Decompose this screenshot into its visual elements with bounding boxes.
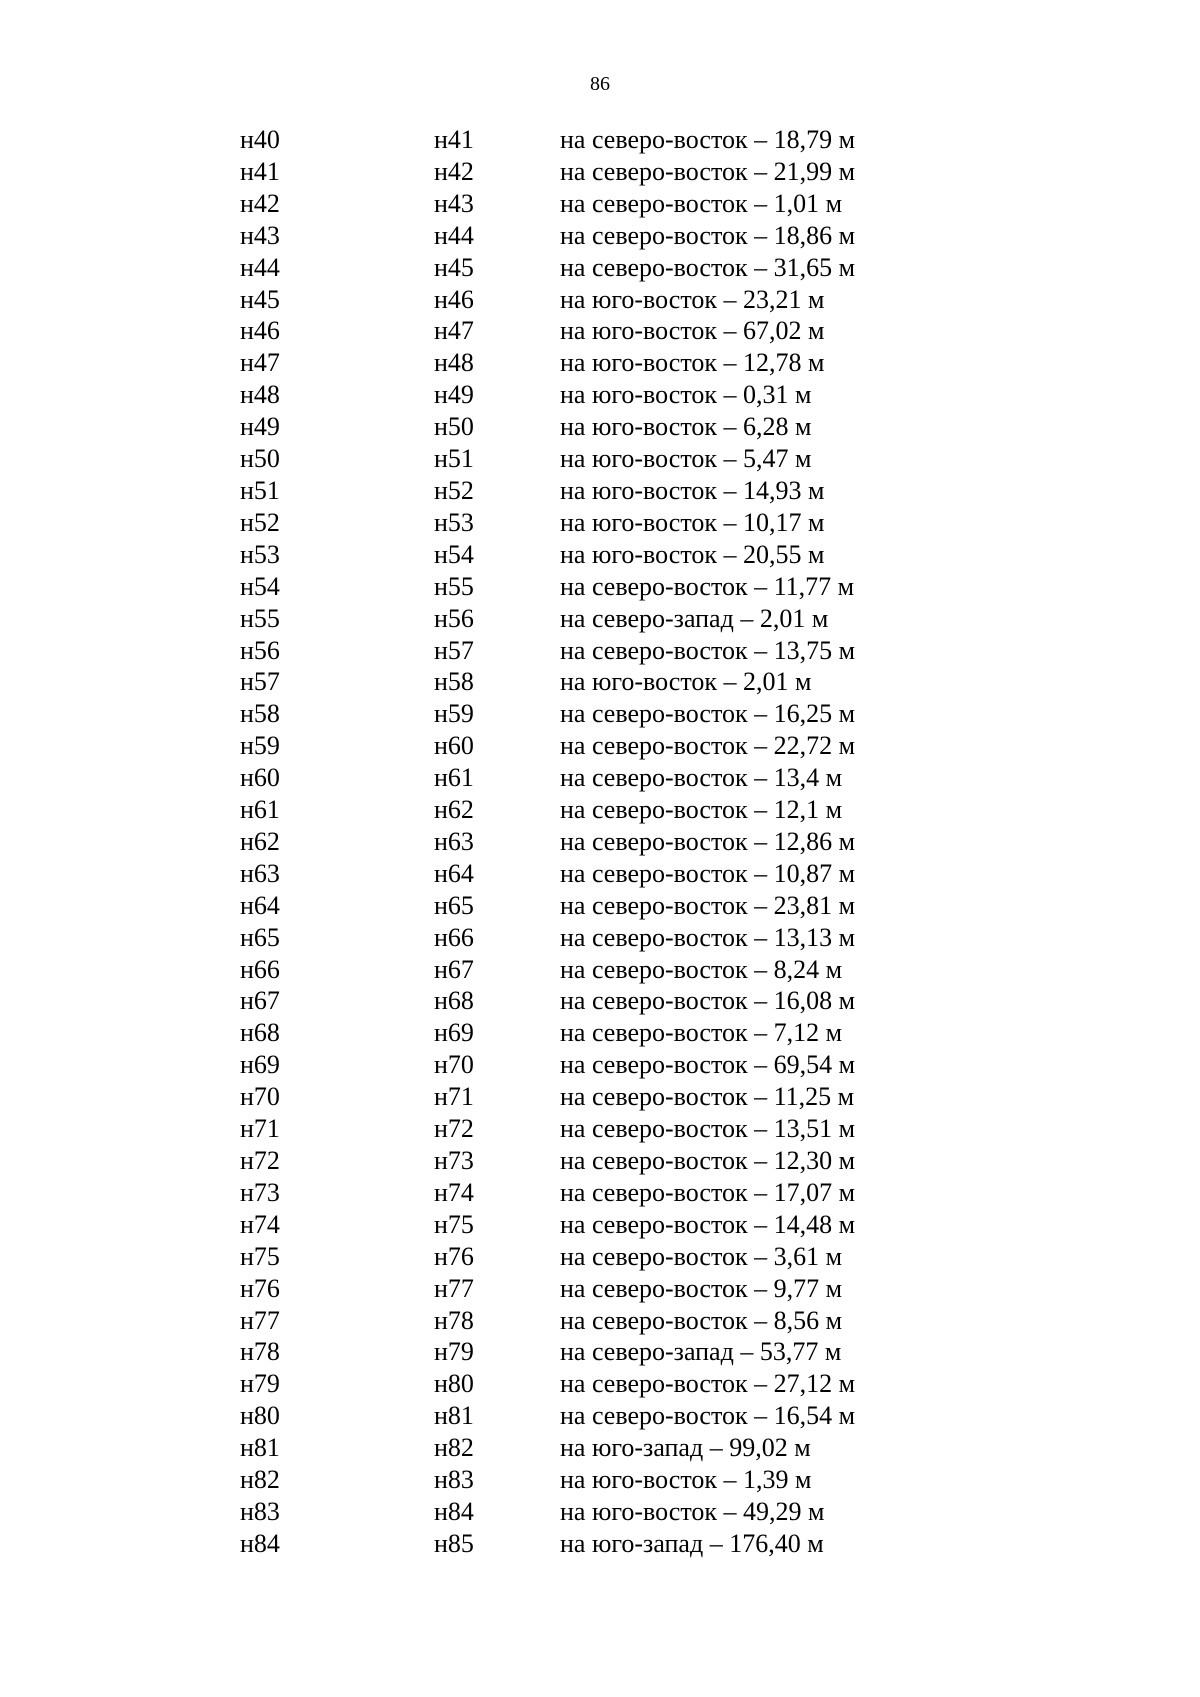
point-from: н63 xyxy=(240,858,280,888)
point-from: н68 xyxy=(240,1018,280,1048)
direction-distance: на юго-восток – 10,17 м xyxy=(560,507,825,537)
point-from: н45 xyxy=(240,284,280,314)
point-from: н69 xyxy=(240,1050,280,1080)
direction-distance: на северо-восток – 16,54 м xyxy=(560,1401,856,1431)
table-row xyxy=(240,1177,940,1209)
point-to: н79 xyxy=(434,1337,474,1367)
table-row xyxy=(240,1432,940,1464)
point-from: н55 xyxy=(240,603,280,633)
point-from: н79 xyxy=(240,1369,280,1399)
point-to: н50 xyxy=(434,412,474,442)
direction-distance: на северо-восток – 12,30 м xyxy=(560,1146,856,1175)
direction-distance: на северо-восток – 8,24 м xyxy=(560,954,843,984)
direction-distance: на северо-восток – 18,86 м xyxy=(560,220,856,250)
point-from: н42 xyxy=(240,188,280,218)
direction-distance: на юго-восток – 14,93 м xyxy=(560,475,825,505)
point-from: н75 xyxy=(240,1241,280,1271)
table-row xyxy=(240,698,940,730)
direction-distance: на северо-восток – 13,75 м xyxy=(560,635,856,665)
point-to: н47 xyxy=(434,316,474,346)
point-to: н63 xyxy=(434,826,474,856)
point-to: н82 xyxy=(434,1433,474,1463)
boundary-table xyxy=(240,124,940,1560)
direction-distance: на северо-восток – 13,4 м xyxy=(560,763,843,793)
direction-distance: на северо-восток – 1,01 м xyxy=(560,188,843,218)
point-from: н61 xyxy=(240,795,280,825)
point-to: н43 xyxy=(434,188,474,218)
table-row xyxy=(240,1113,940,1145)
table-row xyxy=(240,1081,940,1113)
point-to: н67 xyxy=(434,954,474,984)
table-row xyxy=(240,985,940,1017)
direction-distance: на юго-восток – 2,01 м xyxy=(560,667,812,697)
direction-distance: на северо-восток – 18,79 м xyxy=(560,125,856,154)
direction-distance: на северо-восток – 21,99 м xyxy=(560,156,856,186)
point-from: н54 xyxy=(240,571,280,601)
point-to: н62 xyxy=(434,795,474,825)
point-to: н57 xyxy=(434,635,474,665)
point-to: н61 xyxy=(434,763,474,793)
point-from: н73 xyxy=(240,1177,280,1207)
point-to: н53 xyxy=(434,507,474,537)
table-row xyxy=(240,571,940,603)
direction-distance: на юго-восток – 49,29 м xyxy=(560,1496,825,1526)
point-to: н69 xyxy=(434,1018,474,1048)
point-from: н64 xyxy=(240,890,280,920)
table-row xyxy=(240,954,940,986)
point-to: н73 xyxy=(434,1146,474,1175)
point-to: н42 xyxy=(434,156,474,186)
direction-distance: на юго-запад – 99,02 м xyxy=(560,1433,811,1463)
direction-distance: на юго-восток – 67,02 м xyxy=(560,316,825,346)
table-row xyxy=(240,1400,940,1432)
point-from: н52 xyxy=(240,507,280,537)
point-from: н49 xyxy=(240,412,280,442)
direction-distance: на северо-восток – 9,77 м xyxy=(560,1273,843,1303)
table-row xyxy=(240,379,940,411)
table-row xyxy=(240,1305,940,1337)
point-to: н58 xyxy=(434,667,474,697)
direction-distance: на юго-восток – 6,28 м xyxy=(560,412,812,442)
point-to: н85 xyxy=(434,1528,474,1558)
point-from: н77 xyxy=(240,1305,280,1335)
direction-distance: на северо-восток – 11,77 м xyxy=(560,571,855,601)
point-to: н49 xyxy=(434,380,474,410)
table-row xyxy=(240,188,940,220)
boundary-table-body xyxy=(240,124,940,1560)
table-row xyxy=(240,922,940,954)
direction-distance: на северо-восток – 17,07 м xyxy=(560,1177,856,1207)
table-row xyxy=(240,666,940,698)
table-row xyxy=(240,507,940,539)
direction-distance: на северо-восток – 14,48 м xyxy=(560,1209,856,1239)
point-to: н81 xyxy=(434,1401,474,1431)
point-from: н51 xyxy=(240,475,280,505)
table-row xyxy=(240,1049,940,1081)
point-to: н80 xyxy=(434,1369,474,1399)
point-to: н46 xyxy=(434,284,474,314)
point-to: н48 xyxy=(434,348,474,378)
direction-distance: на северо-запад – 2,01 м xyxy=(560,603,829,633)
point-from: н80 xyxy=(240,1401,280,1431)
table-row xyxy=(240,1336,940,1368)
table-row xyxy=(240,1241,940,1273)
point-from: н67 xyxy=(240,986,280,1016)
point-to: н60 xyxy=(434,731,474,761)
point-to: н68 xyxy=(434,986,474,1016)
point-from: н74 xyxy=(240,1209,280,1239)
direction-distance: на северо-восток – 13,51 м xyxy=(560,1114,856,1144)
direction-distance: на северо-восток – 16,25 м xyxy=(560,699,856,729)
point-to: н72 xyxy=(434,1114,474,1144)
table-row xyxy=(240,220,940,252)
point-from: н60 xyxy=(240,763,280,793)
table-row xyxy=(240,411,940,443)
direction-distance: на юго-восток – 23,21 м xyxy=(560,284,825,314)
direction-distance: на юго-восток – 1,39 м xyxy=(560,1465,812,1495)
direction-distance: на северо-восток – 16,08 м xyxy=(560,986,856,1016)
table-row xyxy=(240,156,940,188)
direction-distance: на северо-восток – 3,61 м xyxy=(560,1241,843,1271)
table-row xyxy=(240,124,940,156)
point-from: н59 xyxy=(240,731,280,761)
point-to: н74 xyxy=(434,1177,474,1207)
table-row xyxy=(240,794,940,826)
point-to: н59 xyxy=(434,699,474,729)
direction-distance: на северо-восток – 11,25 м xyxy=(560,1082,855,1112)
point-from: н44 xyxy=(240,252,280,282)
point-from: н82 xyxy=(240,1465,280,1495)
table-row xyxy=(240,1209,940,1241)
point-from: н78 xyxy=(240,1337,280,1367)
point-from: н83 xyxy=(240,1496,280,1526)
point-to: н41 xyxy=(434,125,474,154)
table-row xyxy=(240,762,940,794)
table-row xyxy=(240,1017,940,1049)
point-from: н48 xyxy=(240,380,280,410)
point-from: н62 xyxy=(240,826,280,856)
point-to: н84 xyxy=(434,1496,474,1526)
point-from: н47 xyxy=(240,348,280,378)
point-to: н66 xyxy=(434,922,474,952)
point-from: н72 xyxy=(240,1146,280,1175)
point-to: н77 xyxy=(434,1273,474,1303)
direction-distance: на юго-восток – 5,47 м xyxy=(560,444,812,474)
point-to: н65 xyxy=(434,890,474,920)
direction-distance: на северо-восток – 31,65 м xyxy=(560,252,856,282)
point-from: н58 xyxy=(240,699,280,729)
point-from: н43 xyxy=(240,220,280,250)
point-to: н45 xyxy=(434,252,474,282)
point-from: н46 xyxy=(240,316,280,346)
table-row xyxy=(240,284,940,316)
direction-distance: на северо-восток – 13,13 м xyxy=(560,922,856,952)
direction-distance: на северо-восток – 27,12 м xyxy=(560,1369,856,1399)
point-from: н84 xyxy=(240,1528,280,1558)
table-row xyxy=(240,603,940,635)
table-row xyxy=(240,315,940,347)
table-row xyxy=(240,1368,940,1400)
point-to: н44 xyxy=(434,220,474,250)
point-to: н52 xyxy=(434,475,474,505)
direction-distance: на северо-восток – 10,87 м xyxy=(560,858,856,888)
point-from: н56 xyxy=(240,635,280,665)
table-row xyxy=(240,890,940,922)
point-from: н70 xyxy=(240,1082,280,1112)
point-from: н57 xyxy=(240,667,280,697)
point-to: н70 xyxy=(434,1050,474,1080)
point-to: н78 xyxy=(434,1305,474,1335)
table-row xyxy=(240,1528,940,1560)
point-from: н71 xyxy=(240,1114,280,1144)
table-row xyxy=(240,443,940,475)
table-row xyxy=(240,826,940,858)
direction-distance: на юго-запад – 176,40 м xyxy=(560,1528,824,1558)
point-to: н51 xyxy=(434,444,474,474)
direction-distance: на юго-восток – 12,78 м xyxy=(560,348,825,378)
point-to: н64 xyxy=(434,858,474,888)
table-row xyxy=(240,635,940,667)
point-to: н71 xyxy=(434,1082,474,1112)
table-row xyxy=(240,858,940,890)
point-to: н76 xyxy=(434,1241,474,1271)
direction-distance: на северо-восток – 12,1 м xyxy=(560,795,843,825)
direction-distance: на северо-восток – 22,72 м xyxy=(560,731,856,761)
point-from: н53 xyxy=(240,539,280,569)
table-row xyxy=(240,1273,940,1305)
point-from: н65 xyxy=(240,922,280,952)
point-from: н50 xyxy=(240,444,280,474)
direction-distance: на северо-восток – 7,12 м xyxy=(560,1018,843,1048)
point-to: н83 xyxy=(434,1465,474,1495)
table-row xyxy=(240,730,940,762)
direction-distance: на юго-восток – 20,55 м xyxy=(560,539,825,569)
table-row xyxy=(240,1145,940,1177)
point-to: н75 xyxy=(434,1209,474,1239)
direction-distance: на северо-восток – 8,56 м xyxy=(560,1305,843,1335)
direction-distance: на северо-восток – 12,86 м xyxy=(560,826,856,856)
point-from: н76 xyxy=(240,1273,280,1303)
direction-distance: на юго-восток – 0,31 м xyxy=(560,380,812,410)
direction-distance: на северо-восток – 23,81 м xyxy=(560,890,856,920)
direction-distance: на северо-запад – 53,77 м xyxy=(560,1337,842,1367)
table-row xyxy=(240,252,940,284)
table-row xyxy=(240,475,940,507)
table-row xyxy=(240,347,940,379)
point-to: н55 xyxy=(434,571,474,601)
point-to: н54 xyxy=(434,539,474,569)
table-row xyxy=(240,1464,940,1496)
point-from: н66 xyxy=(240,954,280,984)
table-row xyxy=(240,1496,940,1528)
page-number: 86 xyxy=(590,73,610,95)
table-row xyxy=(240,539,940,571)
point-from: н81 xyxy=(240,1433,280,1463)
direction-distance: на северо-восток – 69,54 м xyxy=(560,1050,856,1080)
point-from: н40 xyxy=(240,125,280,154)
point-to: н56 xyxy=(434,603,474,633)
point-from: н41 xyxy=(240,156,280,186)
